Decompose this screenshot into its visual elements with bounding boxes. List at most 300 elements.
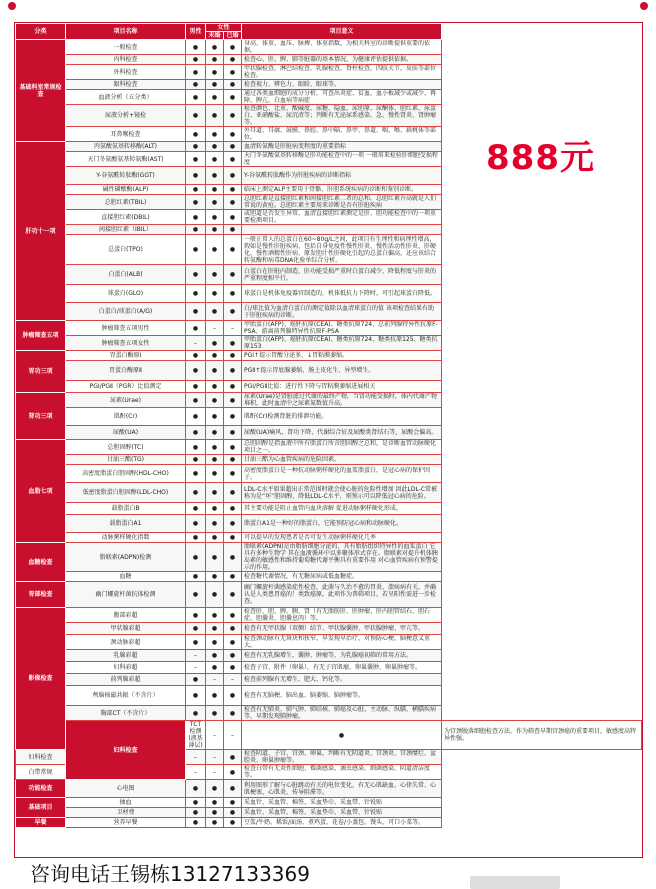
male-mark: – <box>206 721 224 750</box>
unmarried-mark: ● <box>206 662 224 674</box>
item-meaning-cell: 总胆红素是直接胆红素和间接胆红素二者的总和，总胆红素升高就是人们常说的黄疸。总胆红素主要用来诊断是否有肝脏疾病 <box>242 195 442 210</box>
unmarried-mark: ● <box>206 808 224 818</box>
married-mark: ● <box>224 127 242 142</box>
married-mark: ● <box>224 351 242 361</box>
male-mark: ● <box>186 808 206 818</box>
table-row <box>16 582 642 608</box>
item-name-cell: 总胆红素(TBIL) <box>66 195 186 210</box>
married-mark: ● <box>224 40 242 55</box>
unmarried-mark: ● <box>206 572 224 582</box>
married-mark: ● <box>224 503 242 515</box>
unmarried-mark: – <box>206 674 224 686</box>
item-name-cell: 肿瘤筛查五项男性 <box>66 321 186 336</box>
unmarried-mark: ● <box>206 361 224 381</box>
married-mark: ● <box>224 623 242 635</box>
unmarried-mark: ● <box>206 503 224 515</box>
married-mark: ● <box>224 635 242 650</box>
male-mark: ● <box>186 195 206 210</box>
male-mark: ● <box>186 210 206 225</box>
category-cell: 肝功十一项 <box>16 142 66 321</box>
table-row <box>16 798 642 808</box>
unmarried-mark: – <box>206 321 224 336</box>
item-name-cell: 总蛋白(TPO) <box>66 235 186 265</box>
married-mark: ● <box>224 167 242 185</box>
table-row <box>16 55 642 65</box>
item-name-cell: 肿瘤筛查五项女性 <box>66 336 186 351</box>
male-mark: ● <box>186 674 206 686</box>
table-row <box>16 210 642 225</box>
male-mark: ● <box>186 127 206 142</box>
unmarried-mark: ● <box>206 543 224 572</box>
unmarried-mark: ● <box>206 80 224 90</box>
item-meaning-cell: 检查阴道、子宫、宫颈、卵巢，判断有无阴道炎、宫颈炎、宫颈糜烂、盆腔炎、卵巢肿瘤等。 <box>242 750 442 765</box>
unmarried-mark: ● <box>206 408 224 426</box>
contact-phone: 咨询电话王锡栋13127133369 <box>30 862 310 886</box>
male-mark: ● <box>186 303 206 321</box>
table-row <box>16 285 642 303</box>
item-meaning-cell: 检查糖代谢情况，有无糖尿病或低血糖症。 <box>242 572 442 582</box>
item-name-cell: 卫材费 <box>66 808 186 818</box>
item-name-cell: 腹部彩超 <box>66 608 186 623</box>
male-mark: ● <box>186 235 206 265</box>
male-mark: ● <box>186 80 206 90</box>
male-mark: ● <box>186 381 206 393</box>
married-mark: ● <box>224 152 242 167</box>
header-married: 已婚 <box>224 32 242 40</box>
item-meaning-cell: 检查有无甲状腺（双侧）结节、甲状腺囊肿、甲状腺肿瘤、甲亢等。 <box>242 623 442 635</box>
table-row <box>16 321 642 336</box>
married-mark: ● <box>224 65 242 80</box>
table-row <box>16 408 642 426</box>
unmarried-mark: ● <box>206 65 224 80</box>
married-mark: ● <box>224 572 242 582</box>
table-row <box>16 686 642 706</box>
male-mark: ● <box>186 55 206 65</box>
unmarried-mark: ● <box>206 515 224 533</box>
married-mark: ● <box>224 336 242 351</box>
married-mark: ● <box>224 195 242 210</box>
married-mark: ● <box>224 780 242 798</box>
married-mark: ● <box>224 533 242 543</box>
unmarried-mark: ● <box>206 455 224 465</box>
item-meaning-cell: 身高、体重、血压、脉搏、体重指数，为相关科室的诊断提供重要的依据。 <box>242 40 442 55</box>
item-meaning-cell: 为宫颈脱落细胞检查方法，作为筛查早期宫颈癌的重要项目，敏感度高特异性强。 <box>442 721 642 750</box>
table-row <box>16 483 642 503</box>
married-mark: ● <box>224 90 242 105</box>
item-name-cell: 耳鼻喉检查 <box>66 127 186 142</box>
male-mark: ● <box>186 533 206 543</box>
male-mark: ● <box>186 351 206 361</box>
married-mark: – <box>224 321 242 336</box>
unmarried-mark: ● <box>206 818 224 828</box>
item-name-cell: 脂联素(ADPN)检测 <box>66 543 186 572</box>
male-mark: ● <box>186 818 206 828</box>
item-name-cell: 幽门螺旋杆菌抗体检测 <box>66 582 186 608</box>
item-name-cell: 高密度脂蛋白胆固醇(HDL-CHO) <box>66 465 186 483</box>
unmarried-mark: ● <box>206 798 224 808</box>
item-meaning-cell: 肌酐(Cr)检测肾脏的排泄功能。 <box>242 408 442 426</box>
item-name-cell: 抽血 <box>66 798 186 808</box>
item-meaning-cell: 天门冬氨酸氨基转移酶是肝功能检查中的一项 一般用来检验肝细胞受损程度 <box>242 152 442 167</box>
married-mark: ● <box>224 706 242 721</box>
item-name-cell: 乳腺彩超 <box>66 650 186 662</box>
item-meaning-cell: 脂联素(ADPN)是由脂肪细胞分泌的、具有脂肪组织特异性的血浆蛋白 它具有多种生物学 其在血液循环中以多聚体形式存在。脂联素对提升机体胰岛素的敏感性和维持葡萄糖代谢平衡具有重要作用 对心血管疾病有预警提示的作用。 <box>242 543 442 572</box>
table-row <box>16 351 642 361</box>
item-meaning-cell: 可以提早的发现患者是否可发生动脉粥样硬化几率 <box>242 533 442 543</box>
item-meaning-cell: PGⅡ↑提示胃底腺萎缩、肠上皮化生、异型增生。 <box>242 361 442 381</box>
category-cell: 妇科检查 <box>66 721 186 780</box>
item-meaning-cell: 检查子宫、附件（卵巢），有无子宫肌瘤、卵巢囊肿、卵巢肿瘤等。 <box>242 662 442 674</box>
unmarried-mark: ● <box>206 533 224 543</box>
item-name-cell: 直接胆红素(DBIL) <box>66 210 186 225</box>
married-mark: ● <box>224 686 242 706</box>
male-mark: ● <box>186 706 206 721</box>
table-row <box>16 780 642 798</box>
unmarried-mark: ● <box>206 635 224 650</box>
item-name-cell: 一般检查 <box>66 40 186 55</box>
unmarried-mark: ● <box>206 706 224 721</box>
item-meaning-cell: 外耳道、耳廓、鼓膜、鼻腔、鼻中隔、鼻甲、鼻道、咽、喉、扁桃体等部位。 <box>242 127 442 142</box>
item-meaning-cell: 尿素(Urae)是肾脏滤过代谢的最终产物，当肾功能受损时，体内代谢产物堆积，此时血清中之尿素氮数值升高。 <box>242 393 442 408</box>
male-mark: ● <box>186 185 206 195</box>
item-meaning-cell: 检查颈动脉有无斑块和狭窄，早发现早治疗，对预防心梗、脑梗意义重大。 <box>242 635 442 650</box>
item-name-cell: 尿酸(UA) <box>66 426 186 440</box>
married-mark: ● <box>224 80 242 90</box>
male-mark: ● <box>186 65 206 80</box>
item-meaning-cell: 白蛋白在肝脏内制造，肝功能受损严重时白蛋白减少，降低程度与肝炎的严重程度相平行。 <box>242 265 442 285</box>
item-name-cell: 白蛋白/球蛋白(A/G) <box>66 303 186 321</box>
item-meaning-cell: 采血针、采血管、棉签、采血垫巾、采血带、针锐贴 <box>242 798 442 808</box>
unmarried-mark: ● <box>206 90 224 105</box>
male-mark: ● <box>186 455 206 465</box>
category-cell: 基础科室常规检查 <box>16 40 66 142</box>
item-name-cell: 尿素(Urae) <box>66 393 186 408</box>
unmarried-mark: ● <box>206 426 224 440</box>
item-meaning-cell: 检查有无肺炎、肺气肿、肺结核、肺癌及心脏、主动脉、纵膈、横膈疾病等，早期发现肺肿瘤。 <box>242 706 442 721</box>
item-name-cell: 颈动脉彩超 <box>66 635 186 650</box>
male-mark: ● <box>186 543 206 572</box>
table-row <box>16 265 642 285</box>
unmarried-mark: ● <box>206 142 224 152</box>
married-mark: ● <box>224 426 242 440</box>
item-meaning-cell: 血清转氨酶是肝脏病变程度的重要指标 <box>242 142 442 152</box>
item-name-cell: 低密度脂蛋白胆固醇(LDL-CHO) <box>66 483 186 503</box>
item-meaning-cell: 甘油三酯为心血管疾病的危险因素。 <box>242 455 442 465</box>
table-row <box>16 515 642 533</box>
item-name-cell: 营养早餐 <box>66 818 186 828</box>
header-meaning: 项目意义 <box>242 24 442 40</box>
table-row <box>16 818 642 828</box>
category-cell: 胃部检查 <box>16 582 66 608</box>
item-meaning-cell: 检查有无脑梗、脑出血、脑萎缩、脑肿瘤等。 <box>242 686 442 706</box>
married-mark: ● <box>224 798 242 808</box>
table-row <box>16 674 642 686</box>
married-mark: ● <box>224 582 242 608</box>
unmarried-mark: ● <box>206 152 224 167</box>
table-row <box>16 381 642 393</box>
male-mark: ● <box>186 361 206 381</box>
male-mark: – <box>186 650 206 662</box>
item-meaning-cell: 甲胎蛋白(AFP)、癌胚抗原(CEA)、糖类抗原724、总前列腺特异性抗原F-PSA、游离前列腺特异性抗原F-PSA <box>242 321 442 336</box>
item-meaning-cell: 或胆道是否发生异常，血清直接胆红素测定是肝、胆功能检查中的一项重要检测项目。 <box>242 210 442 225</box>
item-name-cell: 丙氨酸氨基转移酶(ALT) <box>66 142 186 152</box>
category-cell: 肿瘤筛查五项 <box>16 321 66 351</box>
item-name-cell: 尿液分析+镜检 <box>66 105 186 127</box>
unmarried-mark: ● <box>206 210 224 225</box>
item-name-cell: 白带常规 <box>16 765 66 780</box>
male-mark: ● <box>186 321 206 336</box>
category-cell: 早餐 <box>16 818 66 828</box>
married-mark: ● <box>224 455 242 465</box>
price-label: 888元 <box>486 138 595 178</box>
item-name-cell: 总胆固醇(TC) <box>66 440 186 455</box>
male-mark: ● <box>186 393 206 408</box>
married-mark: ● <box>224 303 242 321</box>
item-meaning-cell: 白/球比值为血清白蛋白的测定值除以血清球蛋白的值 该项检查结果有助于肝脏疾病的诊断。 <box>242 303 442 321</box>
category-cell: 血脂七项 <box>16 440 66 543</box>
table-row <box>16 543 642 572</box>
category-cell: 影像检查 <box>16 608 66 750</box>
unmarried-mark: ● <box>206 285 224 303</box>
married-mark: ● <box>224 142 242 152</box>
header-item: 项目名称 <box>66 24 186 40</box>
item-name-cell: 血液分析（五分类） <box>66 90 186 105</box>
item-meaning-cell: PGⅠ/PGⅡ比值：进行性下降与胃粘膜萎缩进展相关 <box>242 381 442 393</box>
male-mark: – <box>186 765 206 780</box>
married-mark: ● <box>224 483 242 503</box>
table-row <box>16 635 642 650</box>
table-row <box>16 623 642 635</box>
unmarried-mark: ● <box>206 185 224 195</box>
married-mark: ● <box>224 225 242 235</box>
married-mark: ● <box>224 185 242 195</box>
pin-icon <box>8 2 16 10</box>
top-border <box>0 0 656 14</box>
item-meaning-cell: 采血针、采血管、棉签、采血垫巾、采血带、针锐贴 <box>242 808 442 818</box>
married-mark: – <box>224 674 242 686</box>
item-name-cell: 动脉粥样硬化指数 <box>66 533 186 543</box>
table-row <box>16 80 642 90</box>
item-meaning-cell: 高密度脂蛋白是一种抗动脉粥样硬化的血浆脂蛋白，是冠心病的保护因子。 <box>242 465 442 483</box>
category-cell: 胃功三项 <box>16 351 66 393</box>
item-meaning-cell: 球蛋白是机体免疫器官制造的，机体抵抗力下降时，可引起球蛋白降低。 <box>242 285 442 303</box>
unmarried-mark: – <box>206 765 224 780</box>
item-name-cell: 肌酐(Cr) <box>66 408 186 426</box>
item-meaning-cell: 检查颜色、比重、酸碱度、尿糖、隐血、尿胆原、尿酮体、胆红素、尿蛋白、亚硝酸盐、尿沉渣等；判断有无泌尿系感染、急、慢性肾炎、肾肿瘤等。 <box>242 105 442 127</box>
table-row <box>16 361 642 381</box>
male-mark: ● <box>186 798 206 808</box>
married-mark: ● <box>224 515 242 533</box>
male-mark: ● <box>186 686 206 706</box>
male-mark: ● <box>186 780 206 798</box>
male-mark: ● <box>186 105 206 127</box>
male-mark: – <box>186 662 206 674</box>
unmarried-mark: ● <box>206 225 224 235</box>
table-row <box>16 303 642 321</box>
male-mark: ● <box>186 285 206 303</box>
table-row <box>16 465 642 483</box>
category-cell: 血糖检查 <box>16 543 66 582</box>
item-name-cell: 胸部CT（不含片） <box>66 706 186 721</box>
table-row <box>16 533 642 543</box>
item-meaning-cell: 甲状腺检查，淋巴结检查，乳腺检查，脊柱检查，四肢关节，皮肤等部位检查。 <box>242 65 442 80</box>
table-row <box>16 393 642 408</box>
unmarried-mark: ● <box>206 483 224 503</box>
male-mark: ● <box>186 503 206 515</box>
male-mark: ● <box>186 225 206 235</box>
item-name-cell: 间接胆红素（IBIL） <box>66 225 186 235</box>
male-mark: – <box>186 750 206 765</box>
item-name-cell: 白蛋白(ALB) <box>66 265 186 285</box>
male-mark: ● <box>186 40 206 55</box>
male-mark: ● <box>186 623 206 635</box>
item-meaning-cell: 甲胎蛋白(AFP)、癌胚抗原(CEA)、糖类抗原724、糖类抗原125、糖类抗原153 <box>242 336 442 351</box>
unmarried-mark: ● <box>206 55 224 65</box>
item-meaning-cell: 检查视力、辨色力、眼睑、眼球等。 <box>242 80 442 90</box>
married-mark: ● <box>224 361 242 381</box>
unmarried-mark: ● <box>206 650 224 662</box>
item-name-cell: 球蛋白(GLO) <box>66 285 186 303</box>
table-row <box>16 195 642 210</box>
male-mark: – <box>186 336 206 351</box>
male-mark: ● <box>186 635 206 650</box>
male-mark: ● <box>186 483 206 503</box>
item-name-cell: 甲状腺彩超 <box>66 623 186 635</box>
item-meaning-cell <box>242 225 442 235</box>
item-meaning-cell: 通过各类血细胞的成分分析，可查出炎症、贫血、血小板减少或减少、再障、脾亢、白血病等病症 <box>242 90 442 105</box>
table-row <box>16 455 642 465</box>
married-mark: ● <box>224 235 242 265</box>
item-name-cell: Y-谷氨酰转肽酶(GGT) <box>66 167 186 185</box>
unmarried-mark: ● <box>206 465 224 483</box>
male-mark: ● <box>186 152 206 167</box>
item-meaning-cell: PGⅠ↑提示胃酸分泌多，↓胃粘膜萎缩。 <box>242 351 442 361</box>
item-name-cell: 前列腺彩超 <box>66 674 186 686</box>
table-row <box>16 662 642 674</box>
married-mark: ● <box>224 650 242 662</box>
item-name-cell: 心电图 <box>66 780 186 798</box>
married-mark: ● <box>224 662 242 674</box>
item-name-cell: 载脂蛋白A1 <box>66 515 186 533</box>
table-row <box>16 336 642 351</box>
married-mark: ● <box>242 721 442 750</box>
unmarried-mark: ● <box>206 105 224 127</box>
table-row <box>16 40 642 55</box>
unmarried-mark: ● <box>206 265 224 285</box>
married-mark: ● <box>224 608 242 623</box>
item-meaning-cell: 检查前列腺有无增生、肥大、钙化等。 <box>242 674 442 686</box>
male-mark: ● <box>186 408 206 426</box>
item-meaning-cell: 幽门螺旋杆菌感染症性检查，此菌与久治不愈的胃炎、溃疡病有关，并确认是人类患胃癌的！类致癌原，此项作为普筛项目，若呈阳性需进一步检查。 <box>242 582 442 608</box>
table-row <box>16 721 642 750</box>
category-cell: 基础项目 <box>16 798 66 818</box>
category-cell: 功能检查 <box>16 780 66 798</box>
unmarried-mark: ● <box>206 440 224 455</box>
table-row <box>16 90 642 105</box>
header-male: 男性 <box>186 24 206 40</box>
item-name-cell: 胃蛋白酶原Ⅰ <box>66 351 186 361</box>
item-name-cell: 载脂蛋白B <box>66 503 186 515</box>
unmarried-mark: – <box>224 721 242 750</box>
unmarried-mark: ● <box>206 195 224 210</box>
unmarried-mark: ● <box>206 127 224 142</box>
item-meaning-cell: 检查有无乳腺增生、囊肿、肿瘤等，为乳腺癌初筛的常用方法。 <box>242 650 442 662</box>
married-mark: ● <box>224 381 242 393</box>
married-mark: ● <box>224 55 242 65</box>
unmarried-mark: ● <box>206 336 224 351</box>
item-meaning-cell: 检查白带有无炎性细胞、霉菌感染、滴虫感染、细菌感染、阴道清洁度等。 <box>242 765 442 780</box>
item-name-cell: 血糖 <box>66 572 186 582</box>
unmarried-mark: ● <box>206 351 224 361</box>
male-mark: ● <box>186 265 206 285</box>
male-mark: ● <box>186 440 206 455</box>
item-name-cell: 妇科检查 <box>16 750 66 765</box>
male-mark: ● <box>186 167 206 185</box>
unmarried-mark: ● <box>206 167 224 185</box>
married-mark: ● <box>224 808 242 818</box>
table-row <box>16 105 642 127</box>
table-row <box>16 572 642 582</box>
item-name-cell: 胃蛋白酶原Ⅱ <box>66 361 186 381</box>
table-row <box>16 808 642 818</box>
married-mark: ● <box>224 265 242 285</box>
table-row <box>16 426 642 440</box>
table-row <box>16 225 642 235</box>
watermark-badge <box>470 876 560 889</box>
header-female: 女性 <box>206 24 242 32</box>
married-mark: ● <box>224 765 242 780</box>
married-mark: ● <box>224 210 242 225</box>
table-row <box>16 650 642 662</box>
item-meaning-cell: 豆浆/牛奶、稀饭/面汤、煮鸡蛋、花卷/小蒸包、馒头、可口小菜等。 <box>242 818 442 828</box>
item-name-cell: 内科检查 <box>66 55 186 65</box>
item-meaning-cell: 临床上测定ALP主要用于骨骼、肝胆系统疾病的诊断和鉴别诊断。 <box>242 185 442 195</box>
table-row <box>16 503 642 515</box>
married-mark: ● <box>224 105 242 127</box>
married-mark: ● <box>224 750 242 765</box>
table-row <box>16 65 642 80</box>
male-mark: ● <box>186 582 206 608</box>
item-meaning-cell: 利用图形了解与心脏跳动有关的电位变化，有无心肌缺血、心律失常、心肌梗塞、心肌炎、传导阻滞等。 <box>242 780 442 798</box>
item-meaning-cell: Y-谷氨酰转肽酶作为肝脏疾病的诊断指标 <box>242 167 442 185</box>
male-mark: ● <box>186 515 206 533</box>
married-mark: ● <box>224 818 242 828</box>
table-row <box>16 706 642 721</box>
pin-icon <box>640 2 648 10</box>
item-name-cell: 天门冬氨酸氨基转氨酶(AST) <box>66 152 186 167</box>
married-mark: ● <box>224 543 242 572</box>
item-name-cell: 外科检查 <box>66 65 186 80</box>
married-mark: ● <box>224 408 242 426</box>
item-meaning-cell: 尿酸(UA)痛风、肾功下降、代谢综合征及尿酸类肾结石等，尿酸会偏高。 <box>242 426 442 440</box>
item-name-cell: TCT检测(液基薄层) <box>186 721 206 750</box>
item-meaning-cell: 脂蛋白A1是一种好的脂蛋白，它能预防冠心病和动脉硬化。 <box>242 515 442 533</box>
male-mark: ● <box>186 572 206 582</box>
table-row <box>16 440 642 455</box>
unmarried-mark: – <box>206 750 224 765</box>
unmarried-mark: ● <box>206 40 224 55</box>
item-name-cell: PGⅠ/PGⅡ（PGR）比值测定 <box>66 381 186 393</box>
item-meaning-cell: 一般正常人的总蛋白在60~80g/L之间，此项目有生理性和病理性增高，假如是慢性肝脏疾病，包括自身免疫性慢性肝炎、慢性活动性肝炎、肝硬化、慢性酒精性肝病、原发胆汁性肝硬化引起的总蛋白偏高，还应该结合转氨酶和病毒DNA化验单综合分析。 <box>242 235 442 265</box>
male-mark: ● <box>186 426 206 440</box>
male-mark: ● <box>186 142 206 152</box>
item-meaning-cell: 检查心、肝、脾、肺等脏器的基本情况，为健康评估提供依据。 <box>242 55 442 65</box>
item-name-cell: 甘油三酯(TG) <box>66 455 186 465</box>
unmarried-mark: ● <box>206 608 224 623</box>
item-meaning-cell: 检查肝、胆、脾、胰、肾（有无脂肪肝、肝肿瘤、肝内胆管结石、胆石症、胆囊炎、胆囊息肉）等。 <box>242 608 442 623</box>
married-mark: ● <box>224 465 242 483</box>
married-mark: ● <box>224 393 242 408</box>
